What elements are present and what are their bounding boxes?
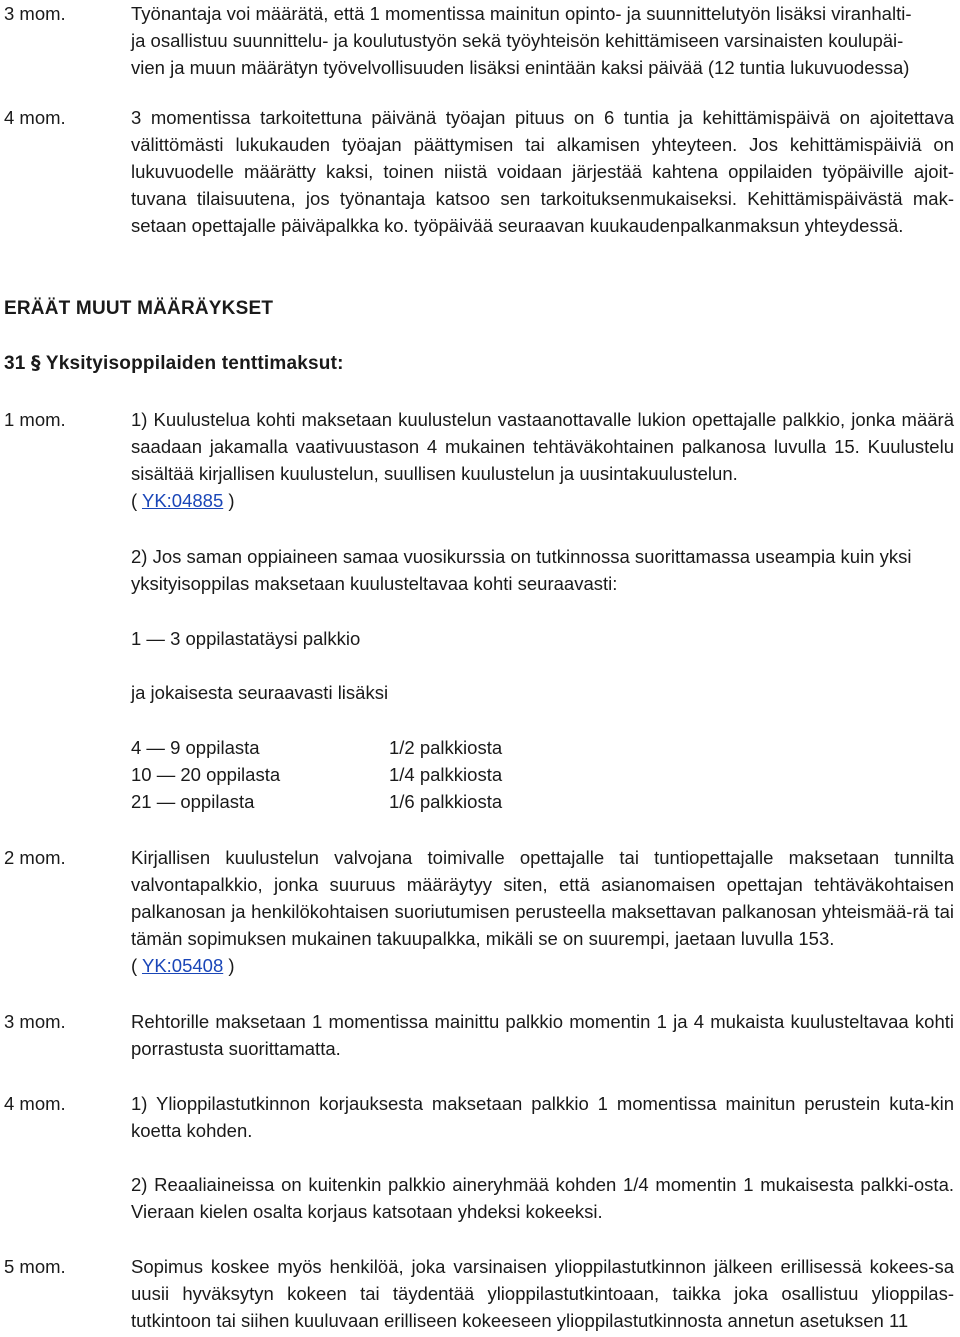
paragraph-label: 4 mom. bbox=[4, 107, 66, 128]
paragraph-label: 4 mom. bbox=[4, 1093, 66, 1114]
fee-table bbox=[131, 734, 954, 815]
table-cell-students: 10 — 20 oppilasta bbox=[131, 764, 281, 785]
reference: ( YK:05408 ) bbox=[131, 955, 235, 976]
paragraph-2-mom bbox=[4, 844, 954, 979]
section-subheading bbox=[4, 352, 344, 375]
paragraph-label: 3 mom. bbox=[4, 1011, 66, 1032]
section-heading: ERÄÄT MUUT MÄÄRÄYKSET bbox=[4, 298, 274, 319]
paragraph-text bbox=[131, 844, 954, 979]
paragraph-text: 3 momentissa tarkoitettuna päivänä työajan pituus on 6 tuntia ja kehittämispäivä on ajoitettava välittömästi lukukauden työajan päättymisen tai alkamisen yhteyteen. Jos kehittämispäiviä on lukuvuodelle määrätty kaksi, toinen niistä voidaan järjestää kahtena oppilaiden työpäiville ajoit-tuvana tilaisuutena, jos työnantaja katsoo sen tarkoituksenmukaiseksi. Kehittämispäivästä mak-setaan opettajalle päiväpalkka ko. työpäivää seuraavan kuukaudenpalkanmaksun yhteydessä. bbox=[131, 107, 954, 236]
section-title: Yksityisoppilaiden tenttimaksut: bbox=[45, 353, 344, 374]
reference-link[interactable]: YK:05408 bbox=[141, 955, 224, 976]
text-line: vien ja muun määrätyn työvelvollisuuden lisäksi enintään kaksi päivää (12 tuntia lukuvuodessa) bbox=[131, 57, 910, 78]
section-symbol: § bbox=[31, 352, 41, 374]
item-1-text: 1) Ylioppilastutkinnon korjauksesta maksetaan palkkio 1 momentissa mainitun perustein kuta-kin koetta kohden. bbox=[131, 1093, 954, 1141]
paragraph-text bbox=[131, 1090, 954, 1225]
table-cell-fee: 1/6 palkkiosta bbox=[389, 791, 503, 812]
paragraph-body: Kirjallisen kuulustelun valvojana toimivalle opettajalle tai tuntiopettajalle maksetaan tunnilta valvontapalkkio, jonka suuruus määräytyy siten, että asianomaisen opettajan tehtäväkohtaisen palkanosan ja henkilökohtaisen suoriutumisen perusteella maksettavan palkanosan yhteismää-rä tai tämän sopimuksen mukainen takuupalkka, mikäli se on suurempi, jaetaan luvulla 153. bbox=[131, 847, 954, 949]
paragraph-4-mom bbox=[4, 104, 954, 239]
text-line: Työnantaja voi määrätä, että 1 momentissa mainitun opinto- ja suunnittelutyön lisäksi viranhalti- bbox=[131, 3, 912, 24]
reference-link[interactable]: YK:04885 bbox=[141, 490, 224, 511]
table-row bbox=[131, 734, 954, 761]
table-cell-fee: 1/2 palkkiosta bbox=[389, 737, 503, 758]
paragraph-text bbox=[131, 0, 954, 81]
paragraph-label: 1 mom. bbox=[4, 409, 66, 430]
paragraph-label: 3 mom. bbox=[4, 3, 66, 24]
table-cell-students: 21 — oppilasta bbox=[131, 791, 255, 812]
first-group-line: 1 — 3 oppilastatäysi palkkio bbox=[131, 628, 361, 649]
paragraph-3-mom bbox=[4, 1008, 954, 1062]
paragraph-text: Sopimus koskee myös henkilöä, joka varsinaisen ylioppilastutkinnon jälkeen erillisessä kokees-sa uusii hyväksytyn kokeen tai täydentää ylioppilastutkintoaan, taikka joka osallistuu ylioppilas-tutkintoon tai siihen kuuluvaan erilliseen kokeeseen ylioppilastutkinnosta annetun asetuksen 11 bbox=[131, 1256, 954, 1331]
paragraph-label: 5 mom. bbox=[4, 1256, 66, 1277]
table-row bbox=[131, 761, 954, 788]
paragraph-4-mom-second bbox=[4, 1090, 954, 1225]
table-cell-fee: 1/4 palkkiosta bbox=[389, 764, 503, 785]
item-2-text: 2) Jos saman oppiaineen samaa vuosikurssia on tutkinnossa suorittamassa useampia kuin yksi yksityisoppilas maksetaan kuulusteltavaa kohti seuraavasti: bbox=[131, 546, 912, 594]
paragraph-1-mom bbox=[4, 406, 954, 514]
table-cell-students: 4 — 9 oppilasta bbox=[131, 737, 260, 758]
item-1-text: 1) Kuulustelua kohti maksetaan kuulustelun vastaanottavalle lukion opettajalle palkkio, jonka määrä saadaan jakamalla vaativuustason 4 mukainen tehtäväkohtainen palkanosa luvulla 15. Kuulustelu sisältää kirjallisen kuulustelun, suullisen kuulustelun ja uusintakuulustelun. bbox=[131, 409, 954, 484]
paragraph-text: Rehtorille maksetaan 1 momentissa mainittu palkkio momentin 1 ja 4 mukaista kuulusteltavaa kohti porrastusta suorittamatta. bbox=[131, 1011, 954, 1059]
text-line: ja osallistuu suunnittelu- ja koulutustyön sekä työyhteisön kehittämiseen varsinaisten koulupäi- bbox=[131, 30, 904, 51]
paragraph-label: 2 mom. bbox=[4, 847, 66, 868]
paragraph-5-mom bbox=[4, 1253, 954, 1334]
additional-line: ja jokaisesta seuraavasti lisäksi bbox=[131, 682, 389, 703]
paragraph-3-mom-top bbox=[4, 0, 954, 81]
reference: ( YK:04885 ) bbox=[131, 490, 235, 511]
paragraph-text bbox=[131, 406, 954, 514]
item-2-text: 2) Reaaliaineissa on kuitenkin palkkio aineryhmää kohden 1/4 momentin 1 mukaisesta palkki-osta. Vieraan kielen osalta korjaus katsotaan yhdeksi kokeeksi. bbox=[131, 1174, 954, 1222]
section-number: 31 bbox=[4, 353, 26, 374]
table-row bbox=[131, 788, 954, 815]
